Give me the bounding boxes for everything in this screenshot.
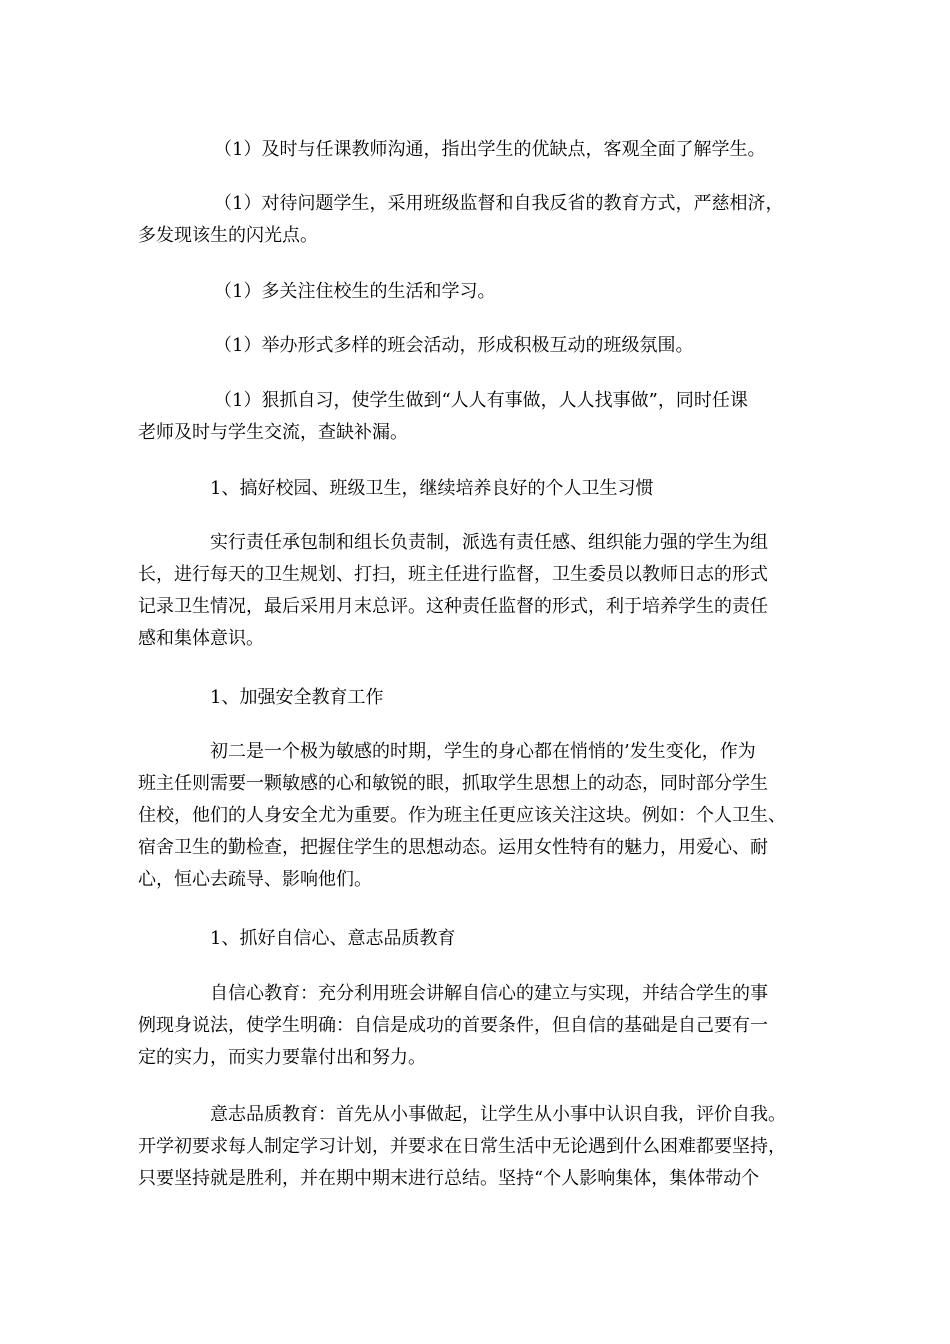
heading-hygiene — [138, 473, 828, 505]
paragraph-line: （1）多关注住校生的生活和学习。 — [214, 281, 496, 302]
paragraph-line: 1、抓好自信心、意志品质教育 — [210, 928, 456, 949]
paragraph-3 — [138, 276, 828, 308]
heading-safety — [138, 682, 828, 714]
paragraph-line: 定的实力，而实力要靠付出和努力。 — [138, 1047, 426, 1068]
paragraph-line: 初二是一个极为敏感的时期，学生的身心都在悄悄的’发生变化，作为 — [210, 741, 756, 762]
paragraph-confidence — [138, 978, 828, 1074]
paragraph-line: （1）及时与任课教师沟通，指出学生的优缺点，客观全面了解学生。 — [214, 139, 766, 160]
paragraph-safety — [138, 736, 828, 896]
paragraph-hygiene — [138, 527, 828, 655]
paragraph-5 — [138, 385, 828, 449]
paragraph-line: 意志品质教育：首先从小事做起，让学生从小事中认识自我，评价自我。 — [210, 1104, 786, 1125]
paragraph-1 — [138, 134, 828, 166]
paragraph-line: 1、加强安全教育工作 — [210, 687, 384, 708]
paragraph-line: 实行责任承包制和组长负责制，派选有责任感、组织能力强的学生为组 — [210, 532, 768, 553]
paragraph-line: 例现身说法，使学生明确：自信是成功的首要条件，但自信的基础是自己要有一 — [138, 1015, 768, 1036]
paragraph-line: 1、搞好校园、班级卫生，继续培养良好的个人卫生习惯 — [210, 478, 654, 499]
paragraph-4 — [138, 330, 828, 362]
paragraph-line: （1）对待问题学生，采用班级监督和自我反省的教育方式，严慈相济， — [214, 193, 784, 214]
paragraph-line: （1）举办形式多样的班会活动，形成积极互动的班级氛围。 — [214, 335, 694, 356]
paragraph-line: 开学初要求每人制定学习计划，并要求在日常生活中无论遇到什么困难都要坚持， — [138, 1136, 786, 1157]
paragraph-2 — [138, 188, 828, 252]
paragraph-line: 老师及时与学生交流，查缺补漏。 — [138, 422, 408, 443]
paragraph-line: 住校，他们的人身安全尤为重要。作为班主任更应该关注这块。例如：个人卫生、 — [138, 805, 786, 826]
paragraph-line: 多发现该生的闪光点。 — [138, 225, 318, 246]
paragraph-line: 只要坚持就是胜利，并在期中期末进行总结。坚持“个人影响集体，集体带动个 — [138, 1168, 760, 1189]
paragraph-line: 感和集体意识。 — [138, 628, 264, 649]
paragraph-line: 长，进行每天的卫生规划、打扫，班主任进行监督，卫生委员以教师日志的形式 — [138, 564, 768, 585]
paragraph-line: 记录卫生情况，最后采用月末总评。这种责任监督的形式，利于培养学生的责任 — [138, 596, 768, 617]
paragraph-line: 宿舍卫生的勤检查，把握住学生的思想动态。运用女性特有的魅力，用爱心、耐 — [138, 837, 768, 858]
paragraph-line: （1）狠抓自习，使学生做到“人人有事做，人人找事做”，同时任课 — [214, 390, 748, 411]
paragraph-willpower — [138, 1099, 828, 1195]
paragraph-line: 自信心教育：充分利用班会讲解自信心的建立与实现，并结合学生的事 — [210, 983, 768, 1004]
paragraph-line: 班主任则需要一颗敏感的心和敏锐的眼，抓取学生思想上的动态，同时部分学生 — [138, 773, 768, 794]
paragraph-line: 心，恒心去疏导、影响他们。 — [138, 869, 372, 890]
heading-confidence — [138, 923, 828, 955]
